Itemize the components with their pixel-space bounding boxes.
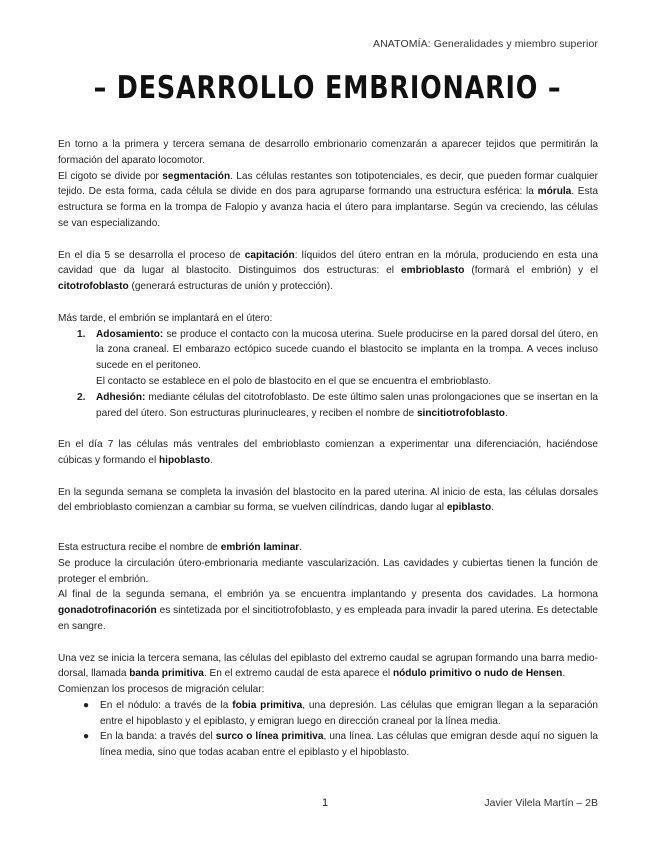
text: , una depresión. Las células que emigran llegan a la separación entre el hipoblasto y el epiblasto, y emigran luego en dirección craneal por la línea media.: [100, 699, 598, 727]
paragraph-tercera-semana: [58, 651, 598, 683]
list-item: [58, 390, 598, 422]
list-number: 1.: [77, 328, 86, 340]
text: En el día 5 se desarrolla el proceso de: [58, 249, 245, 261]
text: se produce el contacto con la mucosa uterina. Suele producirse en la pared dorsal del útero, en la zona craneal. El embarazo ectópico sucede cuando el blastocito se implanta en la trompa. A veces incluso sucede en el peritoneo.: [96, 328, 598, 372]
list-item: [58, 729, 598, 761]
text: , una línea. Las células que emigran desde aquí no siguen la línea media, sino que todas acaban entre el epiblasto y el hipoblasto.: [100, 731, 598, 759]
implantation-list: [58, 327, 598, 422]
text: El contacto se establece en el polo de blastocito en el que se encuentra el embrioblasto.: [96, 375, 492, 387]
text: Al final de la segunda semana, el embrión ya se encuentra implantando y presenta dos cavidades. La hormona: [58, 589, 598, 601]
text: .: [491, 502, 494, 514]
text: .: [299, 541, 303, 553]
paragraph-dia7: [58, 437, 598, 469]
term-citotrofoblasto: citotrofoblasto: [58, 281, 129, 293]
term-morula: mórula: [537, 186, 572, 198]
term-embrioblasto: embrioblasto: [401, 265, 465, 277]
term-sincitiotrofoblasto: sincitiotrofoblasto: [416, 407, 505, 419]
text: En el nódulo: a través de la: [100, 699, 233, 711]
paragraph-hormona: [58, 587, 598, 634]
bullet-icon: ●: [83, 699, 90, 711]
bullet-icon: ●: [83, 731, 90, 743]
text: : líquidos del útero entran en la mórula, produciendo en esta una cavidad que da lugar al blastocito. Distinguimos dos estructuras: el: [58, 249, 598, 277]
page-title: – DESARROLLO EMBRIONARIO –: [93, 70, 562, 106]
list-number: 2.: [77, 391, 86, 403]
term-segmentacion: segmentación: [162, 170, 231, 182]
text: . Esta estructura se forma en la trompa de Falopio y avanza hacia el útero para implantarse. Según va creciendo, las células se van especializando.: [58, 186, 599, 229]
term-surco-primitivo: surco o línea primitiva: [215, 731, 324, 743]
text: .: [210, 454, 213, 466]
footer-author: Javier Vilela Martín – 2B: [484, 797, 598, 809]
text: mediante células del citotrofoblasto. De este último salen unas prolongaciones que se insertan en la pared del útero. Son estructuras plurinucleares, y reciben el nombre de: [96, 391, 598, 419]
text: . Las células restantes son totipotenciales, es decir, que pueden formar cualquier tejido. De esta forma, cada célula se divide en dos para agruparse formando una estructura esférica: la: [58, 170, 598, 198]
term-nodulo-primitivo: nódulo primitivo o nudo de Hensen: [392, 668, 563, 680]
term-epiblasto: epiblasto: [446, 502, 492, 514]
term-fobia-primitiva: fobia primitiva: [232, 699, 303, 711]
text: . En el extremo caudal de esta aparece el: [203, 668, 393, 680]
page-number: 1: [322, 797, 329, 809]
term-capitacion: capitación: [244, 249, 295, 261]
list-item: [58, 698, 598, 730]
text: En la segunda semana se completa la invasión del blastocito en la pared uterina. Al inicio de esta, las células dorsales del embrioblasto comienzan a cambiar su forma, se vuelven cilíndricas, dando lugar al: [58, 486, 598, 514]
text: (formará el embrión) y el: [464, 265, 598, 277]
term-gonadotrofinacorion: gonadotrofinacorión: [58, 605, 157, 617]
text: Esta estructura recibe el nombre de: [58, 541, 221, 553]
paragraph-migracion: Comienzan los procesos de migración celular:: [58, 684, 265, 696]
text: El cigoto se divide por: [58, 170, 163, 182]
text: .: [562, 668, 566, 680]
paragraph-circulacion: Se produce la circulación útero-embrionaria mediante vascularización. Las cavidades y cubiertas tienen la función de proteger el embrión.: [58, 557, 598, 585]
term-hipoblasto: hipoblasto: [159, 454, 211, 466]
list-item: [58, 327, 598, 390]
migration-list: [58, 698, 598, 761]
paragraph-segunda-semana: [58, 485, 598, 517]
text: Una vez se inicia la tercera semana, las células del epiblasto del extremo caudal se agrupan formando una barra medio-dorsal, llamada: [58, 652, 598, 680]
running-header: ANATOMÍA: Generalidades y miembro superior: [373, 38, 598, 50]
text: En la banda: a través del: [100, 731, 216, 743]
text: En el día 7 las células más ventrales del embrioblasto comienzan a experimentar una diferenciación, haciéndose cúbicas y formando el: [58, 439, 598, 466]
term-embrion-laminar: embrión laminar: [220, 541, 300, 553]
paragraph-intro: [58, 137, 598, 169]
term-banda-primitiva: banda primitiva: [129, 668, 204, 680]
term-adosamiento: Adosamiento:: [96, 328, 164, 340]
text: .: [504, 407, 508, 419]
term-adhesion: Adhesión:: [96, 391, 146, 403]
paragraph-cigoto: [58, 169, 598, 232]
paragraph-dia5: [58, 248, 598, 295]
text: es sintetizada por el sincitiotrofoblasto, y es empleada para invadir la pared uterina. Es detectable en sangre.: [58, 605, 598, 632]
text: En torno a la primera y tercera semana de desarrollo embrionario comenzarán a aparecer tejidos que permitirán la formación del aparato locomotor.: [58, 139, 598, 166]
paragraph-implantacion-intro: Más tarde, el embrión se implantará en el útero:: [58, 312, 273, 324]
document-body: [58, 137, 598, 761]
text: (generará estructuras de unión y protección).: [128, 281, 333, 293]
paragraph-embrion-laminar: [58, 540, 598, 556]
